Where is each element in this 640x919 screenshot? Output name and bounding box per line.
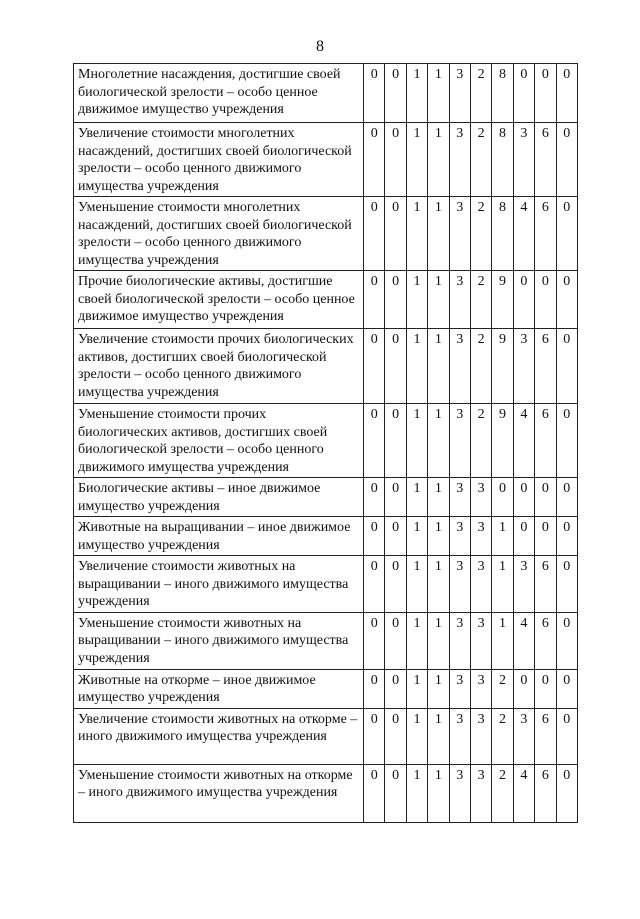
code-digit-cell: 0 bbox=[535, 478, 556, 517]
code-digit-cell: 3 bbox=[470, 612, 491, 669]
code-digit-cell: 6 bbox=[535, 556, 556, 613]
code-digit-cell: 0 bbox=[513, 64, 534, 123]
code-digit-cell: 1 bbox=[428, 404, 449, 478]
code-digit-cell: 3 bbox=[470, 764, 491, 822]
code-digit-cell: 1 bbox=[406, 123, 427, 197]
code-digit-cell: 1 bbox=[428, 64, 449, 123]
code-digit-cell: 6 bbox=[535, 708, 556, 764]
code-digit-cell: 0 bbox=[556, 123, 577, 197]
code-digit-cell: 3 bbox=[513, 123, 534, 197]
code-digit-cell: 1 bbox=[406, 478, 427, 517]
page-number: 8 bbox=[316, 38, 324, 55]
code-digit-cell: 6 bbox=[535, 764, 556, 822]
code-digit-cell: 3 bbox=[513, 329, 534, 404]
account-name-cell: Биологические активы – иное движимое имущество учреждения bbox=[74, 478, 364, 517]
account-name-cell: Увеличение стоимости многолетних насаждений, достигших своей биологической зрелости – особо ценного движимого имущества учреждения bbox=[74, 123, 364, 197]
code-digit-cell: 3 bbox=[449, 64, 470, 123]
code-digit-cell: 0 bbox=[556, 669, 577, 708]
code-digit-cell: 3 bbox=[449, 404, 470, 478]
code-digit-cell: 0 bbox=[364, 123, 385, 197]
code-digit-cell: 2 bbox=[470, 123, 491, 197]
code-digit-cell: 1 bbox=[428, 517, 449, 556]
table-row bbox=[74, 764, 578, 822]
table-row bbox=[74, 708, 578, 764]
code-digit-cell: 6 bbox=[535, 123, 556, 197]
code-digit-cell: 1 bbox=[428, 329, 449, 404]
account-name-cell: Уменьшение стоимости многолетних насаждений, достигших своей биологической зрелости – особо ценного движимого имущества учреждения bbox=[74, 197, 364, 271]
table-row bbox=[74, 517, 578, 556]
code-digit-cell: 0 bbox=[364, 517, 385, 556]
code-digit-cell: 1 bbox=[428, 612, 449, 669]
code-digit-cell: 4 bbox=[513, 197, 534, 271]
code-digit-cell: 0 bbox=[385, 517, 406, 556]
code-digit-cell: 0 bbox=[364, 708, 385, 764]
code-digit-cell: 1 bbox=[406, 669, 427, 708]
code-digit-cell: 1 bbox=[428, 271, 449, 329]
code-digit-cell: 1 bbox=[406, 517, 427, 556]
code-digit-cell: 1 bbox=[492, 556, 513, 613]
account-name-cell: Животные на откорме – иное движимое имущество учреждения bbox=[74, 669, 364, 708]
code-digit-cell: 1 bbox=[428, 556, 449, 613]
code-digit-cell: 1 bbox=[406, 271, 427, 329]
code-digit-cell: 3 bbox=[513, 708, 534, 764]
code-digit-cell: 1 bbox=[492, 612, 513, 669]
code-digit-cell: 3 bbox=[470, 478, 491, 517]
table-row bbox=[74, 478, 578, 517]
code-digit-cell: 1 bbox=[406, 329, 427, 404]
accounts-table bbox=[73, 63, 578, 823]
table-row bbox=[74, 271, 578, 329]
code-digit-cell: 0 bbox=[385, 64, 406, 123]
code-digit-cell: 0 bbox=[385, 612, 406, 669]
account-name-cell: Прочие биологические активы, достигшие своей биологической зрелости – особо ценное движимое имущество учреждения bbox=[74, 271, 364, 329]
code-digit-cell: 3 bbox=[449, 329, 470, 404]
account-name-cell: Увеличение стоимости животных на откорме – иного движимого имущества учреждения bbox=[74, 708, 364, 764]
code-digit-cell: 1 bbox=[406, 404, 427, 478]
code-digit-cell: 9 bbox=[492, 404, 513, 478]
code-digit-cell: 0 bbox=[535, 64, 556, 123]
table-row bbox=[74, 556, 578, 613]
code-digit-cell: 1 bbox=[406, 708, 427, 764]
code-digit-cell: 1 bbox=[406, 64, 427, 123]
table-row bbox=[74, 123, 578, 197]
code-digit-cell: 8 bbox=[492, 197, 513, 271]
code-digit-cell: 3 bbox=[449, 669, 470, 708]
code-digit-cell: 0 bbox=[556, 64, 577, 123]
account-name-cell: Уменьшение стоимости животных на откорме – иного движимого имущества учреждения bbox=[74, 764, 364, 822]
code-digit-cell: 0 bbox=[556, 404, 577, 478]
account-name-cell: Уменьшение стоимости животных на выращивании – иного движимого имущества учреждения bbox=[74, 612, 364, 669]
table-body bbox=[74, 64, 578, 823]
code-digit-cell: 4 bbox=[513, 404, 534, 478]
code-digit-cell: 8 bbox=[492, 123, 513, 197]
code-digit-cell: 0 bbox=[385, 271, 406, 329]
code-digit-cell: 0 bbox=[364, 197, 385, 271]
code-digit-cell: 0 bbox=[364, 764, 385, 822]
code-digit-cell: 3 bbox=[449, 271, 470, 329]
code-digit-cell: 0 bbox=[556, 612, 577, 669]
code-digit-cell: 0 bbox=[385, 123, 406, 197]
table-row bbox=[74, 64, 578, 123]
code-digit-cell: 1 bbox=[428, 197, 449, 271]
code-digit-cell: 0 bbox=[556, 271, 577, 329]
code-digit-cell: 1 bbox=[428, 764, 449, 822]
code-digit-cell: 2 bbox=[470, 197, 491, 271]
code-digit-cell: 0 bbox=[364, 612, 385, 669]
account-name-cell: Многолетние насаждения, достигшие своей биологической зрелости – особо ценное движимое имущество учреждения bbox=[74, 64, 364, 123]
code-digit-cell: 0 bbox=[385, 669, 406, 708]
code-digit-cell: 0 bbox=[535, 517, 556, 556]
code-digit-cell: 2 bbox=[492, 669, 513, 708]
code-digit-cell: 6 bbox=[535, 197, 556, 271]
code-digit-cell: 3 bbox=[449, 764, 470, 822]
code-digit-cell: 0 bbox=[513, 669, 534, 708]
code-digit-cell: 1 bbox=[428, 708, 449, 764]
code-digit-cell: 6 bbox=[535, 612, 556, 669]
code-digit-cell: 1 bbox=[406, 197, 427, 271]
code-digit-cell: 3 bbox=[449, 517, 470, 556]
code-digit-cell: 0 bbox=[364, 478, 385, 517]
code-digit-cell: 9 bbox=[492, 271, 513, 329]
table-row bbox=[74, 404, 578, 478]
code-digit-cell: 3 bbox=[449, 123, 470, 197]
code-digit-cell: 2 bbox=[470, 329, 491, 404]
code-digit-cell: 0 bbox=[513, 478, 534, 517]
account-name-cell: Увеличение стоимости прочих биологических активов, достигших своей биологической зрелости – особо ценного движимого имущества учреждения bbox=[74, 329, 364, 404]
code-digit-cell: 1 bbox=[492, 517, 513, 556]
code-digit-cell: 0 bbox=[556, 478, 577, 517]
code-digit-cell: 3 bbox=[513, 556, 534, 613]
code-digit-cell: 3 bbox=[449, 556, 470, 613]
code-digit-cell: 0 bbox=[556, 764, 577, 822]
code-digit-cell: 0 bbox=[556, 556, 577, 613]
table-row bbox=[74, 612, 578, 669]
code-digit-cell: 0 bbox=[513, 517, 534, 556]
table-row bbox=[74, 669, 578, 708]
code-digit-cell: 1 bbox=[406, 612, 427, 669]
code-digit-cell: 2 bbox=[470, 404, 491, 478]
code-digit-cell: 3 bbox=[470, 517, 491, 556]
code-digit-cell: 0 bbox=[385, 197, 406, 271]
code-digit-cell: 2 bbox=[492, 764, 513, 822]
account-name-cell: Животные на выращивании – иное движимое имущество учреждения bbox=[74, 517, 364, 556]
code-digit-cell: 3 bbox=[449, 478, 470, 517]
code-digit-cell: 9 bbox=[492, 329, 513, 404]
code-digit-cell: 2 bbox=[470, 271, 491, 329]
code-digit-cell: 0 bbox=[535, 669, 556, 708]
code-digit-cell: 0 bbox=[556, 708, 577, 764]
code-digit-cell: 0 bbox=[364, 669, 385, 708]
code-digit-cell: 0 bbox=[385, 708, 406, 764]
code-digit-cell: 0 bbox=[385, 329, 406, 404]
code-digit-cell: 1 bbox=[428, 478, 449, 517]
code-digit-cell: 0 bbox=[385, 478, 406, 517]
code-digit-cell: 3 bbox=[449, 197, 470, 271]
code-digit-cell: 8 bbox=[492, 64, 513, 123]
code-digit-cell: 1 bbox=[406, 764, 427, 822]
account-name-cell: Увеличение стоимости животных на выращивании – иного движимого имущества учреждения bbox=[74, 556, 364, 613]
code-digit-cell: 1 bbox=[428, 123, 449, 197]
code-digit-cell: 2 bbox=[492, 708, 513, 764]
code-digit-cell: 1 bbox=[428, 669, 449, 708]
code-digit-cell: 0 bbox=[364, 404, 385, 478]
code-digit-cell: 0 bbox=[385, 764, 406, 822]
code-digit-cell: 2 bbox=[470, 64, 491, 123]
code-digit-cell: 0 bbox=[513, 271, 534, 329]
table-row bbox=[74, 197, 578, 271]
code-digit-cell: 4 bbox=[513, 764, 534, 822]
code-digit-cell: 0 bbox=[364, 64, 385, 123]
account-name-cell: Уменьшение стоимости прочих биологических активов, достигших своей биологической зрелости – особо ценного движимого имущества учреждения bbox=[74, 404, 364, 478]
code-digit-cell: 3 bbox=[449, 708, 470, 764]
table-row bbox=[74, 329, 578, 404]
code-digit-cell: 0 bbox=[556, 517, 577, 556]
code-digit-cell: 0 bbox=[385, 556, 406, 613]
code-digit-cell: 3 bbox=[470, 669, 491, 708]
code-digit-cell: 0 bbox=[364, 329, 385, 404]
code-digit-cell: 0 bbox=[556, 197, 577, 271]
code-digit-cell: 3 bbox=[470, 708, 491, 764]
code-digit-cell: 3 bbox=[449, 612, 470, 669]
code-digit-cell: 0 bbox=[385, 404, 406, 478]
code-digit-cell: 4 bbox=[513, 612, 534, 669]
code-digit-cell: 0 bbox=[364, 556, 385, 613]
code-digit-cell: 0 bbox=[556, 329, 577, 404]
code-digit-cell: 0 bbox=[364, 271, 385, 329]
code-digit-cell: 1 bbox=[406, 556, 427, 613]
code-digit-cell: 6 bbox=[535, 404, 556, 478]
code-digit-cell: 3 bbox=[470, 556, 491, 613]
code-digit-cell: 0 bbox=[535, 271, 556, 329]
code-digit-cell: 6 bbox=[535, 329, 556, 404]
code-digit-cell: 0 bbox=[492, 478, 513, 517]
